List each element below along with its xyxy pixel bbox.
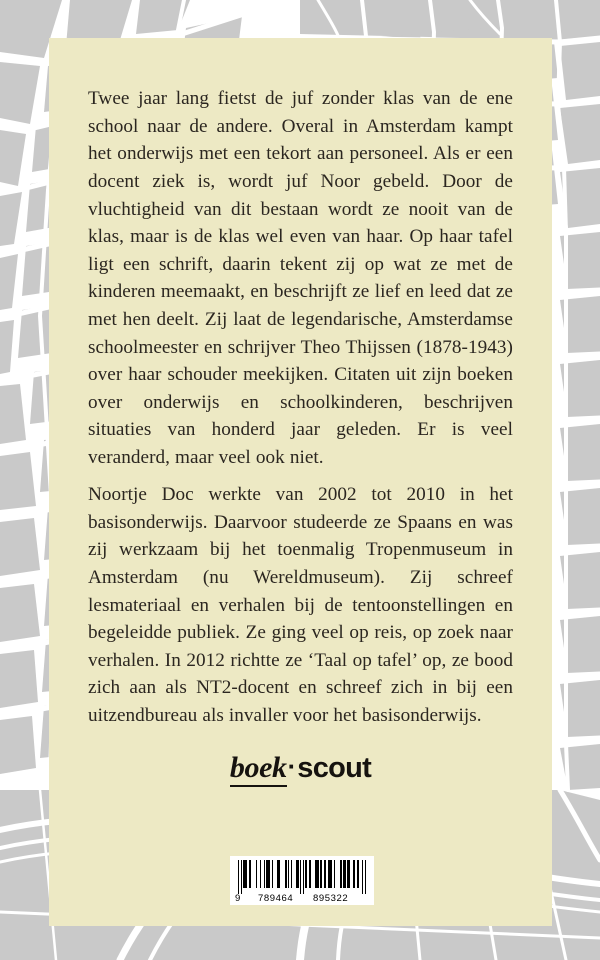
barcode-bars (238, 860, 366, 894)
book-description-paragraph: Twee jaar lang fietst de juf zonder klas van de ene school naar de andere. Overal in Amsterdam kampt het onderwijs met een tekort aan personeel. Als er een docent ziek is, wordt juf Noor gebeld. Door de vluchtigheid van dit bestaan wordt ze nooit van de klas, maar is de klas wel even van haar. Op haar tafel ligt een schrift, daarin tekent zij op wat ze met de kinderen meemaakt, en beschrijft ze lief en leed dat ze met hen deelt. Zij laat de legendarische, Amsterdamse schoolmeester en schrijver Theo Thijssen (1878-1943) over haar schouder meekijken. Citaten uit zijn boeken over onderwijs en schoolkinderen, beschrijven situaties van honderd jaar geleden. Er is veel veranderd, maar veel ook niet. (88, 88, 513, 468)
publisher-logo-boek: boek (230, 751, 287, 787)
cream-text-panel (49, 38, 552, 926)
publisher-logo-scout: scout (297, 752, 372, 784)
author-biography-paragraph: Noortje Doc werkte van 2002 tot 2010 in het basisonderwijs. Daarvoor studeerde ze Spaans en was zij werkzaam bij het toenmalig Tropenmuseum in Amsterdam (nu Wereldmuseum). Zij schreef lesmateriaal en verhalen bij de tentoonstellingen en begeleidde publiek. Ze ging veel op reis, op zoek naar verhalen. In 2012 richtte ze ‘Taal op tafel’ op, ze bood zich aan als NT2-docent en schreef zich in bij een uitzendbureau als invaller voor het basisonderwijs. (88, 484, 513, 726)
barcode-lead-digit: 9 (235, 893, 241, 904)
publisher-logo (49, 751, 552, 785)
barcode-right-group: 895322 (313, 893, 349, 904)
barcode-digits (234, 893, 370, 905)
barcode-left-group: 789464 (258, 893, 294, 904)
publisher-logo-separator-dot: · (287, 751, 297, 781)
isbn-barcode (230, 856, 374, 905)
